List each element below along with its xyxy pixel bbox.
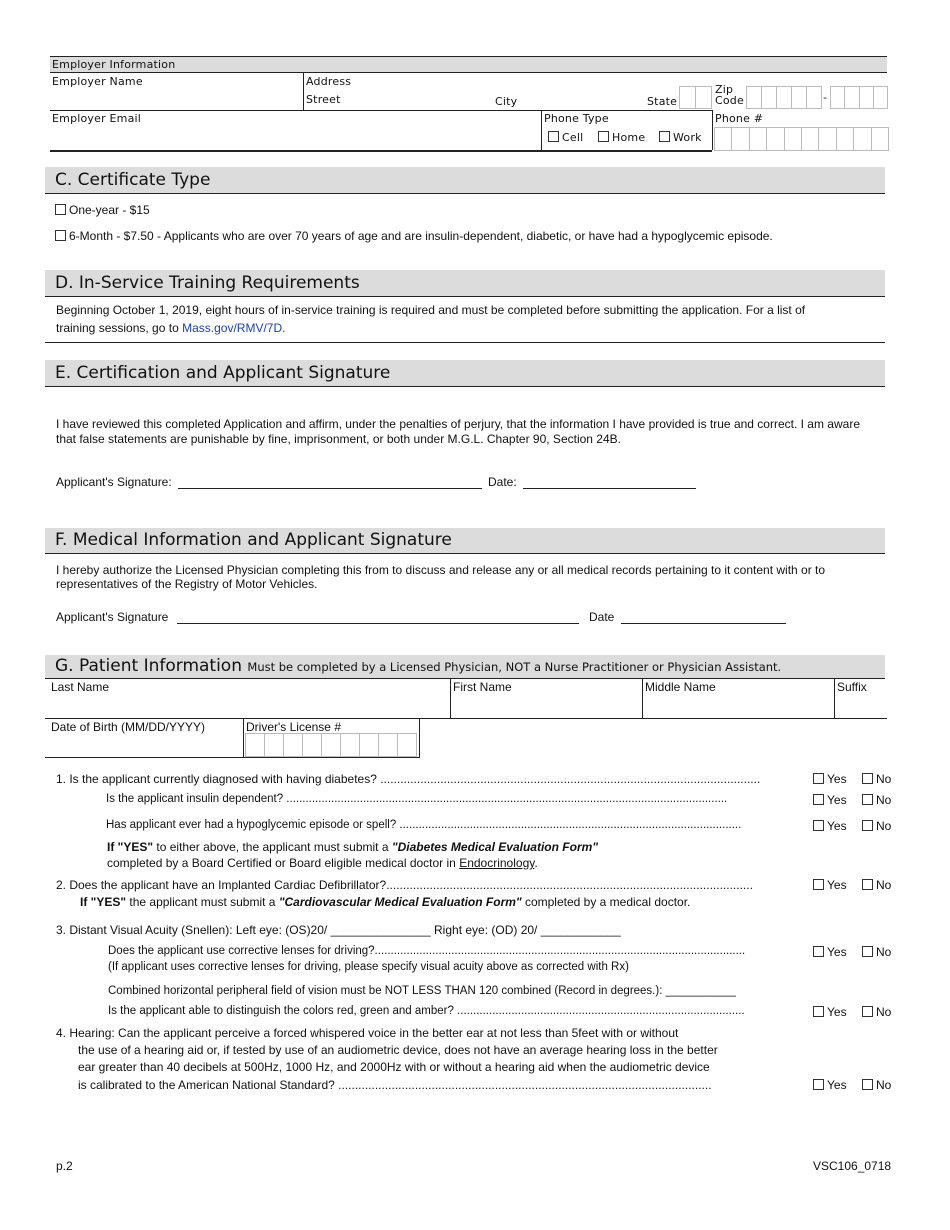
q1a-yes[interactable]: Yes (813, 793, 847, 807)
q4-text-3: ear greater than 40 decibels at 500Hz, 1000 Hz, and 2000Hz with or without a hearing aid when the audiometric device (78, 1060, 710, 1074)
employer-name-field[interactable]: Employer Name (52, 75, 143, 88)
authorization-text-2: representatives of the Registry of Motor Vehicles. (56, 577, 318, 591)
authorization-text: I hereby authorize the Licensed Physician completing this from to discuss and release any or all medical records pertaining to it content with or to (56, 563, 826, 577)
phone-type-cell[interactable]: Cell (548, 131, 583, 144)
q4-text-2: the use of a hearing aid or, if tested by use of an audiometric device, does not have an average hearing loss in the better (78, 1043, 718, 1057)
q3a-text: Does the applicant use corrective lenses for driving?.................................................................................................................... (108, 945, 746, 957)
date-field[interactable] (523, 488, 696, 489)
option-one-year[interactable]: One-year - $15 (55, 203, 150, 217)
dl-label: Driver's License # (246, 720, 341, 734)
q3b-text: Combined horizontal peripheral field of vision must be NOT LESS THAN 120 combined (Record in degrees.): ___________ (108, 985, 736, 997)
q1b-yes[interactable]: Yes (813, 819, 847, 833)
street-field[interactable]: Street (306, 93, 341, 106)
phone-label: Phone # (715, 112, 764, 125)
applicant-signature-label: Applicant's Signature: (56, 475, 172, 489)
date-label: Date: (488, 475, 517, 489)
section-f-title: F. Medical Information and Applicant Signature (45, 528, 885, 554)
q3c-yes[interactable]: Yes (813, 1005, 847, 1019)
q1-yes[interactable]: Yes (813, 772, 847, 786)
middle-name-field[interactable]: Middle Name (645, 680, 716, 694)
state-label: State (647, 95, 678, 108)
form-id: VSC106_0718 (813, 1159, 892, 1173)
q3a-yes[interactable]: Yes (813, 945, 847, 959)
q2-yes[interactable]: Yes (813, 878, 847, 892)
phone-input[interactable] (714, 127, 889, 151)
q4-yes[interactable]: Yes (813, 1078, 847, 1092)
dob-field[interactable]: Date of Birth (MM/DD/YYYY) (51, 720, 206, 734)
q2-note: If "YES" the applicant must submit a "Cardiovascular Medical Evaluation Form" completed by a medical doctor. (80, 895, 691, 909)
phone-type-home[interactable]: Home (598, 131, 645, 144)
medical-signature-label: Applicant's Signature (56, 610, 169, 624)
certification-text-2: that false statements are punishable by fine, imprisonment, or both under M.G.L. Chapter 90, Section 24B. (56, 432, 621, 446)
last-name-field[interactable]: Last Name (51, 680, 110, 694)
q2-no[interactable]: No (862, 878, 891, 892)
training-link[interactable]: Mass.gov/RMV/7D. (182, 321, 286, 335)
address-label: Address (306, 75, 352, 88)
zip-ext-input[interactable] (830, 86, 888, 109)
phone-type-label: Phone Type (544, 112, 609, 125)
applicant-signature-field[interactable] (178, 488, 482, 489)
zip-input[interactable] (746, 86, 822, 109)
section-g-title: G. Patient Information Must be completed by a Licensed Physician, NOT a Nurse Practitioner or Physician Assistant. (45, 655, 885, 679)
medical-date-label: Date (589, 610, 615, 624)
medical-signature-field[interactable] (177, 623, 579, 624)
section-c-title: C. Certificate Type (45, 167, 885, 194)
employer-header: Employer Information (50, 56, 887, 73)
first-name-field[interactable]: First Name (453, 680, 512, 694)
q3-text: 3. Distant Visual Acuity (Snellen): Left eye: (OS)20/ _______________ Right eye: (OD) 20/ ____________ (56, 923, 621, 937)
q4-no[interactable]: No (862, 1078, 891, 1092)
option-six-month[interactable]: 6-Month - $7.50 - Applicants who are over 70 years of age and are insulin-dependent, diabetic, or have had a hypoglycemic episode. (55, 229, 773, 243)
q4-text-4: is calibrated to the American National Standard? ................................................................................................................ (78, 1078, 712, 1092)
q2-text: 2. Does the applicant have an Implanted Cardiac Defibrillator?.............................................................................................................. (56, 878, 753, 892)
employer-email-field[interactable]: Employer Email (52, 112, 142, 125)
q3a-no[interactable]: No (862, 945, 891, 959)
medical-date-field[interactable] (621, 623, 786, 624)
q4-text: 4. Hearing: Can the applicant perceive a forced whispered voice in the better ear at not less than 5feet with or without (56, 1026, 679, 1040)
phone-type-work[interactable]: Work (659, 131, 702, 144)
section-e-title: E. Certification and Applicant Signature (45, 360, 885, 387)
q3c-text: Is the applicant able to distinguish the colors red, green and amber? .......................................................................................... (108, 1005, 745, 1017)
q3c-no[interactable]: No (862, 1005, 891, 1019)
section-d-text-2: training sessions, go to Mass.gov/RMV/7D. (56, 321, 286, 335)
q1b-text: Has applicant ever had a hypoglycemic episode or spell? ........................................................................................................... (106, 819, 742, 831)
dl-input[interactable] (245, 733, 417, 757)
q1-text: 1. Is the applicant currently diagnosed with having diabetes? .................................................................................................................. (56, 772, 761, 786)
zip-dash: - (823, 91, 828, 104)
zip-label: Zip Code (715, 83, 744, 107)
section-d-text: Beginning October 1, 2019, eight hours of in-service training is required and must be completed before submitting the application. For a list of (56, 303, 806, 317)
q1a-text: Is the applicant insulin dependent? .......................................................................................................................................... (106, 793, 728, 805)
certification-text: I have reviewed this completed Application and affirm, under the penalties of perjury, that the information I have provided is true and correct. I am aware (56, 417, 860, 431)
q1-note: If "YES" to either above, the applicant must submit a "Diabetes Medical Evaluation Form" (107, 840, 598, 854)
suffix-field[interactable]: Suffix (837, 680, 867, 694)
q1-note-2: completed by a Board Certified or Board eligible medical doctor in Endocrinology. (107, 856, 538, 870)
section-d-title: D. In-Service Training Requirements (45, 270, 885, 297)
city-field[interactable]: City (495, 95, 518, 108)
q1-no[interactable]: No (862, 772, 891, 786)
q3a-note: (If applicant uses corrective lenses for driving, please specify visual acuity above as corrected with Rx) (108, 961, 629, 973)
q1a-no[interactable]: No (862, 793, 891, 807)
page-number: p.2 (56, 1159, 73, 1173)
state-input[interactable] (679, 86, 712, 109)
q1b-no[interactable]: No (862, 819, 891, 833)
